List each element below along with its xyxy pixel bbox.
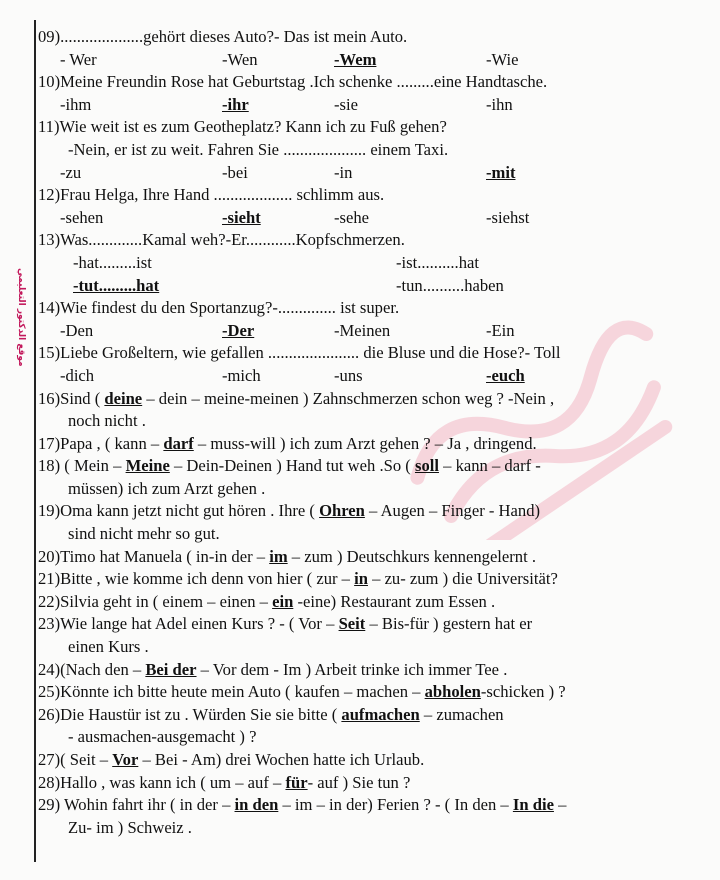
question-text: – zu- zum ) die Universität? — [367, 569, 558, 589]
options-row — [38, 365, 708, 388]
option: -zu — [60, 162, 82, 182]
question-line — [38, 726, 708, 749]
question-line — [38, 26, 708, 49]
answer-word: für — [285, 772, 308, 792]
answer-word: Seit — [338, 614, 366, 634]
option: -sie — [334, 94, 358, 114]
answer-word: im — [269, 546, 288, 566]
options-row — [38, 320, 708, 343]
answer-option: -Der — [222, 320, 255, 340]
question-text: 28)Hallo , was kann ich ( um – auf – — [38, 772, 286, 792]
option: -sehe — [334, 207, 370, 227]
side-logo — [2, 268, 30, 367]
question-line — [38, 681, 708, 704]
question-text: müssen) ich zum Arzt gehen . — [68, 478, 266, 498]
option: -ihm — [60, 94, 92, 114]
options-row — [38, 207, 708, 230]
option: -Wen — [222, 49, 258, 69]
answer-option: -ihr — [222, 94, 249, 114]
question-text: 22)Silvia geht in ( einem – einen – — [38, 591, 273, 611]
option: -Wie — [486, 49, 519, 69]
options-row — [38, 49, 708, 72]
question-text: 16)Sind ( — [38, 388, 105, 408]
answer-word: Vor — [112, 750, 139, 769]
answer-word: in — [354, 569, 368, 589]
answer-word: in den — [234, 795, 279, 815]
question-text: – Dein-Deinen ) Hand tut weh .So ( — [169, 456, 415, 476]
question-line — [38, 410, 708, 433]
answer-word: Meine — [125, 456, 170, 476]
question-line — [38, 568, 708, 591]
question-line — [38, 342, 708, 365]
question-text: – muss-will ) ich zum Arzt gehen ? – Ja , dringend. — [193, 433, 537, 453]
answer-word: aufmachen — [341, 704, 420, 724]
option: -ist..........hat — [396, 252, 479, 272]
question-line — [38, 636, 708, 659]
option: -sehen — [60, 207, 104, 227]
answer-word: Bei der — [145, 659, 197, 679]
options-row — [38, 162, 708, 185]
option: -Ein — [486, 320, 515, 340]
answer-word: soll — [414, 456, 439, 476]
question-text: 10)Meine Freundin Rose hat Geburtstag .Ich schenke .........eine Handtasche. — [38, 72, 548, 92]
question-line — [38, 478, 708, 501]
option: -dich — [60, 365, 95, 385]
question-text: -eine) Restaurant zum Essen . — [293, 591, 496, 611]
question-text: – zum ) Deutschkurs kennengelernt . — [287, 546, 537, 566]
answer-option: -sieht — [222, 207, 261, 227]
question-text: – Bei - Am) drei Wochen hatte ich Urlaub. — [138, 750, 425, 769]
question-line — [38, 455, 708, 478]
question-text: 26)Die Haustür ist zu . Würden Sie sie bitte ( — [38, 704, 342, 724]
answer-option: -mit — [486, 162, 516, 182]
options-row — [38, 94, 708, 117]
question-line — [38, 704, 708, 727]
option: -uns — [334, 365, 363, 385]
question-text: 20)Timo hat Manuela ( in-in der – — [38, 546, 270, 566]
question-text: – kann – darf - — [438, 456, 541, 476]
question-line — [38, 546, 708, 569]
question-line — [38, 184, 708, 207]
question-text: Zu- im ) Schweiz . — [68, 817, 192, 837]
question-text: – dein – meine-meinen ) Zahnschmerzen schon weg ? -Nein , — [142, 388, 555, 408]
question-line — [38, 229, 708, 252]
option: -mich — [222, 365, 261, 385]
option: -Meinen — [334, 320, 391, 340]
options-row — [38, 275, 708, 298]
worksheet — [38, 26, 708, 839]
question-text: 21)Bitte , wie komme ich denn von hier ( zur – — [38, 569, 355, 589]
question-line — [38, 523, 708, 546]
question-text: – im – in der) Ferien ? - ( In den – — [278, 795, 513, 815]
answer-word: Ohren — [319, 501, 365, 521]
question-line — [38, 388, 708, 411]
answer-word: ein — [272, 591, 294, 611]
question-text: 13)Was.............Kamal weh?-Er............Kopfschmerzen. — [38, 230, 405, 250]
option: -tun..........haben — [396, 275, 504, 295]
question-text: 11)Wie weit ist es zum Geotheplatz? Kann ich zu Fuß gehen? — [38, 117, 447, 137]
question-text: 23)Wie lange hat Adel einen Kurs ? - ( Vor – — [38, 614, 339, 634]
question-text: – Augen – Finger - Hand) — [364, 501, 541, 521]
question-line — [38, 71, 708, 94]
answer-option: -euch — [486, 365, 525, 385]
question-text: 18) ( Mein – — [38, 456, 126, 476]
options-row — [38, 252, 708, 275]
question-text: -Nein, er ist zu weit. Fahren Sie .................... einem Taxi. — [68, 139, 449, 159]
option: - Wer — [60, 49, 97, 69]
question-text: 19)Oma kann jetzt nicht gut hören . Ihre ( — [38, 501, 320, 521]
question-text: 27)( Seit – — [38, 750, 113, 769]
question-text: einen Kurs . — [68, 637, 149, 657]
option: -ihn — [486, 94, 513, 114]
option: -siehst — [486, 207, 530, 227]
question-text: sind nicht mehr so gut. — [68, 524, 220, 544]
answer-word: In die — [512, 795, 554, 815]
option: -in — [334, 162, 353, 182]
question-text: 25)Könnte ich bitte heute mein Auto ( kaufen – machen – — [38, 682, 425, 702]
question-line — [38, 433, 708, 456]
question-line — [38, 613, 708, 636]
answer-word: darf — [163, 433, 194, 453]
answer-word: abholen — [424, 682, 481, 702]
question-line — [38, 772, 708, 795]
question-line — [38, 817, 708, 840]
question-text: 15)Liebe Großeltern, wie gefallen ...................... die Bluse und die Hose?- Toll — [38, 343, 561, 363]
question-text: 14)Wie findest du den Sportanzug?-.............. ist super. — [38, 298, 400, 318]
question-text: -schicken ) ? — [480, 682, 566, 702]
option: -Den — [60, 320, 94, 340]
question-text: 09)....................gehört dieses Auto?- Das ist mein Auto. — [38, 27, 408, 46]
question-text: – Bis-für ) gestern hat er — [365, 614, 533, 634]
question-line — [38, 794, 708, 817]
question-text: – Vor dem - Im ) Arbeit trinke ich immer Tee . — [196, 659, 508, 679]
question-text: 17)Papa , ( kann – — [38, 433, 164, 453]
question-line — [38, 116, 708, 139]
question-text: – zumachen — [419, 704, 504, 724]
question-text: – — [553, 795, 567, 815]
answer-option: -Wem — [334, 49, 377, 69]
question-line — [38, 139, 708, 162]
question-line — [38, 591, 708, 614]
option: -bei — [222, 162, 248, 182]
left-margin-line — [34, 20, 36, 862]
question-text: 12)Frau Helga, Ihre Hand ................... schlimm aus. — [38, 185, 385, 205]
answer-word: deine — [104, 388, 143, 408]
question-line — [38, 749, 708, 772]
option: -hat.........ist — [73, 252, 152, 272]
question-line — [38, 297, 708, 320]
question-line — [38, 659, 708, 682]
question-text: - ausmachen-ausgemacht ) ? — [68, 727, 257, 747]
question-text: 29) Wohin fahrt ihr ( in der – — [38, 795, 235, 815]
question-line — [38, 500, 708, 523]
question-text: 24)(Nach den – — [38, 659, 146, 679]
question-text: noch nicht . — [68, 411, 146, 431]
question-text: - auf ) Sie tun ? — [307, 772, 411, 792]
side-logo-text: موقع الدكتور التعليمي — [16, 268, 26, 367]
answer-option: -tut.........hat — [73, 275, 160, 295]
